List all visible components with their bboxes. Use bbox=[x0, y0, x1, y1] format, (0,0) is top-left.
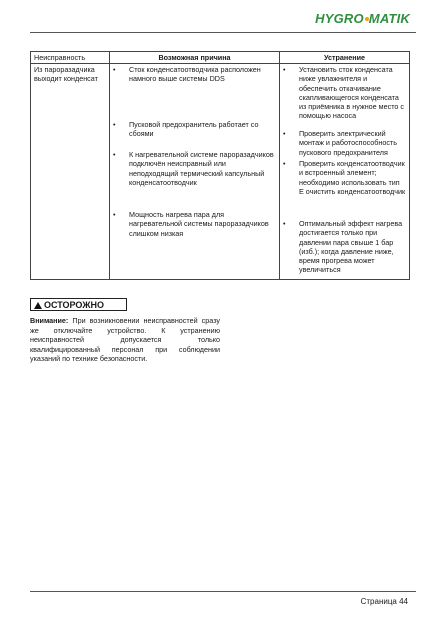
caution-note-text: При возникновении неисправностей сразу же отключайте устройство. К устранению неисправностей допускается только квалифицированный персонал при соблюдении указаний по технике безопасности. bbox=[30, 316, 220, 363]
cause-item: • Пусковой предохранитель работает со сбоями bbox=[113, 120, 259, 139]
footer-rule bbox=[30, 591, 416, 592]
bullet-icon: • bbox=[113, 150, 116, 160]
bullet-icon: • bbox=[113, 65, 116, 75]
page-number: Страница 44 bbox=[360, 597, 408, 606]
remedy-cell bbox=[280, 64, 410, 280]
caution-note-lead: Внимание: bbox=[30, 316, 69, 325]
remedy-item: • Установить сток конденсата ниже увлажнителя и обеспечить откачивание скапливающегося конденсата из приёмника в нужное место с помощью насоса bbox=[283, 65, 404, 121]
hygromatik-logo bbox=[315, 12, 410, 26]
bullet-icon: • bbox=[113, 210, 116, 220]
cause-item: • Сток конденсатоотводчика расположен намного выше системы DDS bbox=[113, 65, 261, 84]
cause-item: • Мощность нагрева пара для нагревательной системы пароразадчиков слишком низкая bbox=[113, 210, 269, 238]
cause-item: • К нагревательной системе пароразадчиков подключён неисправный или неподходящий термический капсульный конденсатоотводчик bbox=[113, 150, 274, 187]
remedy-item: • Оптимальный эффект нагрева достигается только при давлении пара свыше 1 бар (изб.); когда давление ниже, время прогрева может увеличиться bbox=[283, 219, 403, 275]
table-header-row bbox=[31, 52, 410, 64]
remedy-item: • Проверить электрический монтаж и работоспособность пускового предохранителя bbox=[283, 129, 397, 157]
logo-text-matik: MATIK bbox=[368, 11, 410, 26]
caution-title: ОСТОРОЖНО bbox=[44, 300, 104, 310]
logo-text-hygro: HYGRO bbox=[315, 11, 364, 26]
header-fault: Неисправность bbox=[31, 52, 110, 64]
bullet-icon: • bbox=[283, 219, 286, 229]
remedy-item: • Проверить конденсатоотводчик и встроенный элемент; необходимо использовать тип E очистить конденсатоотводчик bbox=[283, 159, 406, 196]
bullet-icon: • bbox=[283, 129, 286, 139]
table-row bbox=[31, 64, 410, 280]
fault-cell bbox=[31, 64, 110, 280]
troubleshooting-table bbox=[30, 51, 410, 280]
header-cause: Возможная причина bbox=[110, 52, 280, 64]
warning-triangle-icon bbox=[34, 302, 42, 309]
caution-label bbox=[30, 298, 127, 311]
caution-note bbox=[30, 316, 220, 364]
fault-text: Из пароразадчика выходит конденсат bbox=[34, 65, 98, 84]
bullet-icon: • bbox=[283, 159, 286, 169]
bullet-icon: • bbox=[113, 120, 116, 130]
header-rule bbox=[30, 32, 416, 33]
cause-cell bbox=[110, 64, 280, 280]
header-remedy: Устранение bbox=[280, 52, 410, 64]
bullet-icon: • bbox=[283, 65, 286, 75]
